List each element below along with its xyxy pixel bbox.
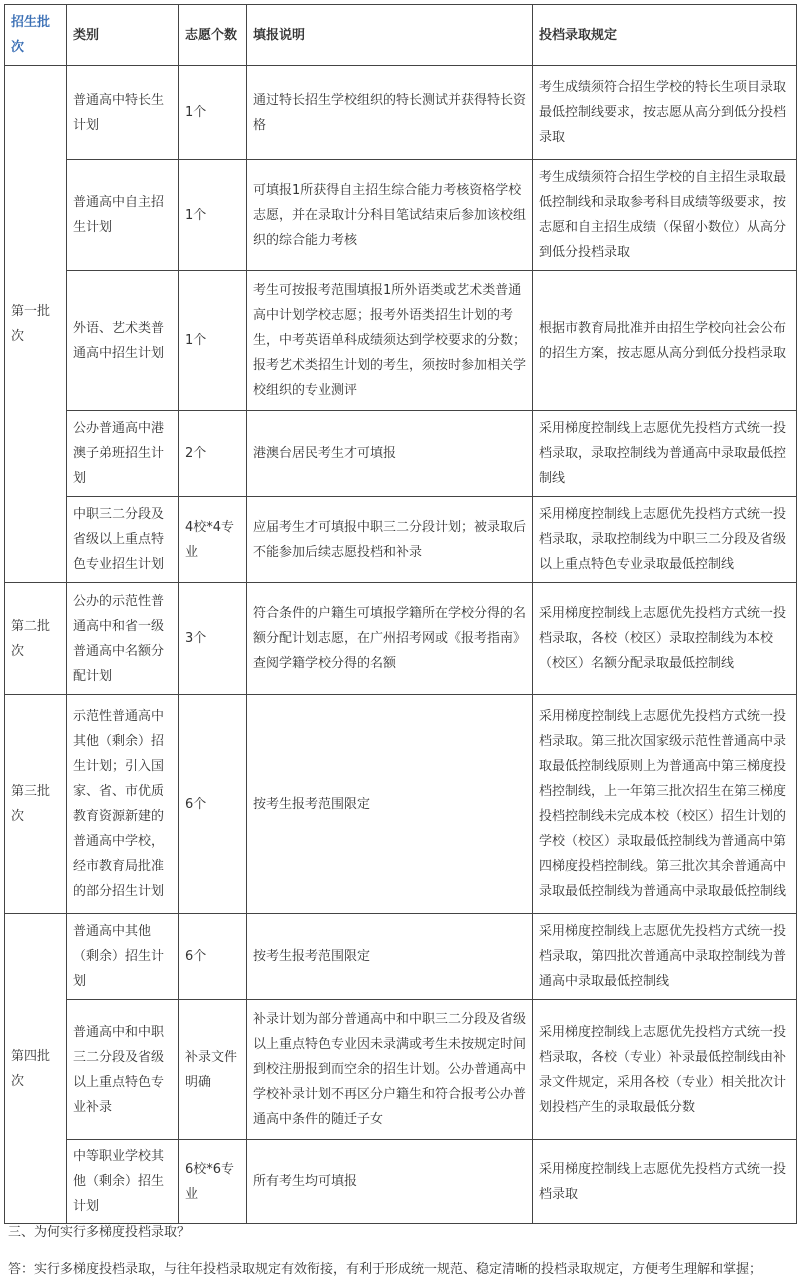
category-cell: 普通高中其他（剩余）招生计划 <box>67 914 179 1000</box>
rules-cell: 采用梯度控制线上志愿优先投档方式统一投档录取，录取控制线为中职三二分段及省级以上重点特色专业录取最低控制线 <box>533 497 797 583</box>
instructions-cell: 符合条件的户籍生可填报学籍所在学校分得的名额分配计划志愿，在广州招考网或《报考指南》查阅学籍学校分得的名额 <box>247 583 533 695</box>
table-row <box>5 271 797 411</box>
rules-cell: 采用梯度控制线上志愿优先投档方式统一投档录取 <box>533 1140 797 1224</box>
count-cell: 6校*6专业 <box>179 1140 247 1224</box>
rules-cell: 采用梯度控制线上志愿优先投档方式统一投档录取。第三批次国家级示范性普通高中录取最低控制线原则上为普通高中第三梯度投档控制线，上一年第三批次招生在第三梯度投档控制线未完成本校（校区）招生计划的学校（校区）录取最低控制线为普通高中第四梯度投档控制线。第三批次其余普通高中录取最低控制线为普通高中录取最低控制线 <box>533 695 797 914</box>
instructions-cell: 应届考生才可填报中职三二分段计划；被录取后不能参加后续志愿投档和补录 <box>247 497 533 583</box>
section-answer: 答：实行多梯度投档录取，与往年投档录取规定有效衔接，有利于形成统一规范、稳定清晰的投档录取规定，方便考生理解和掌握； <box>8 1262 763 1277</box>
table-row <box>5 411 797 497</box>
table-row <box>5 497 797 583</box>
rules-cell: 根据市教育局批准并由招生学校向社会公布的招生方案，按志愿从高分到低分投档录取 <box>533 271 797 411</box>
instructions-cell: 所有考生均可填报 <box>247 1140 533 1224</box>
category-cell: 示范性普通高中其他（剩余）招生计划；引入国家、省、市优质教育资源新建的普通高中学校，经市教育局批准的部分招生计划 <box>67 695 179 914</box>
table-row <box>5 695 797 914</box>
batch-cell: 第一批次 <box>5 66 67 583</box>
category-cell: 中职三二分段及省级以上重点特色专业招生计划 <box>67 497 179 583</box>
category-cell: 公办普通高中港澳子弟班招生计划 <box>67 411 179 497</box>
instructions-cell: 按考生报考范围限定 <box>247 914 533 1000</box>
rules-cell: 考生成绩须符合招生学校的特长生项目录取最低控制线要求，按志愿从高分到低分投档录取 <box>533 66 797 160</box>
category-cell: 公办的示范性普通高中和省一级普通高中名额分配计划 <box>67 583 179 695</box>
category-cell: 中等职业学校其他（剩余）招生计划 <box>67 1140 179 1224</box>
count-cell: 6个 <box>179 695 247 914</box>
table-row <box>5 160 797 271</box>
category-cell: 普通高中特长生计划 <box>67 66 179 160</box>
table-row <box>5 66 797 160</box>
rules-cell: 采用梯度控制线上志愿优先投档方式统一投档录取，各校（专业）补录最低控制线由补录文件规定，采用各校（专业）相关批次计划投档产生的录取最低分数 <box>533 1000 797 1140</box>
batch-cell: 第三批次 <box>5 695 67 914</box>
table-row <box>5 914 797 1000</box>
rules-cell: 采用梯度控制线上志愿优先投档方式统一投档录取，第四批次普通高中录取控制线为普通高中录取最低控制线 <box>533 914 797 1000</box>
table-row <box>5 583 797 695</box>
admission-table <box>4 4 797 1224</box>
category-cell: 普通高中自主招生计划 <box>67 160 179 271</box>
table-row <box>5 1140 797 1224</box>
rules-cell: 采用梯度控制线上志愿优先投档方式统一投档录取，各校（校区）录取控制线为本校（校区）名额分配录取最低控制线 <box>533 583 797 695</box>
batch-cell: 第二批次 <box>5 583 67 695</box>
instructions-cell: 港澳台居民考生才可填报 <box>247 411 533 497</box>
category-cell: 外语、艺术类普通高中招生计划 <box>67 271 179 411</box>
header-batch: 招生批次 <box>5 5 67 66</box>
table-header-row <box>5 5 797 66</box>
header-rules: 投档录取规定 <box>533 5 797 66</box>
count-cell: 补录文件明确 <box>179 1000 247 1140</box>
instructions-cell: 按考生报考范围限定 <box>247 695 533 914</box>
rules-cell: 采用梯度控制线上志愿优先投档方式统一投档录取，录取控制线为普通高中录取最低控制线 <box>533 411 797 497</box>
count-cell: 2个 <box>179 411 247 497</box>
count-cell: 3个 <box>179 583 247 695</box>
header-instructions: 填报说明 <box>247 5 533 66</box>
count-cell: 1个 <box>179 271 247 411</box>
instructions-cell: 可填报1所获得自主招生综合能力考核资格学校志愿，并在录取计分科目笔试结束后参加该校组织的综合能力考核 <box>247 160 533 271</box>
count-cell: 6个 <box>179 914 247 1000</box>
instructions-cell: 通过特长招生学校组织的特长测试并获得特长资格 <box>247 66 533 160</box>
count-cell: 4校*4专业 <box>179 497 247 583</box>
rules-cell: 考生成绩须符合招生学校的自主招生录取最低控制线和录取参考科目成绩等级要求，按志愿和自主招生成绩（保留小数位）从高分到低分投档录取 <box>533 160 797 271</box>
header-category: 类别 <box>67 5 179 66</box>
instructions-cell: 补录计划为部分普通高中和中职三二分段及省级以上重点特色专业因未录满或考生未按规定时间到校注册报到而空余的招生计划。公办普通高中学校补录计划不再区分户籍生和符合报考公办普通高中条件的随迁子女 <box>247 1000 533 1140</box>
section-question: 三、为何实行多梯度投档录取？ <box>8 1225 191 1240</box>
count-cell: 1个 <box>179 66 247 160</box>
table-row <box>5 1000 797 1140</box>
category-cell: 普通高中和中职三二分段及省级以上重点特色专业补录 <box>67 1000 179 1140</box>
count-cell: 1个 <box>179 160 247 271</box>
instructions-cell: 考生可按报考范围填报1所外语类或艺术类普通高中计划学校志愿；报考外语类招生计划的考生，中考英语单科成绩须达到学校要求的分数；报考艺术类招生计划的考生，须按时参加相关学校组织的专业测评 <box>247 271 533 411</box>
batch-cell: 第四批次 <box>5 914 67 1224</box>
header-count: 志愿个数 <box>179 5 247 66</box>
